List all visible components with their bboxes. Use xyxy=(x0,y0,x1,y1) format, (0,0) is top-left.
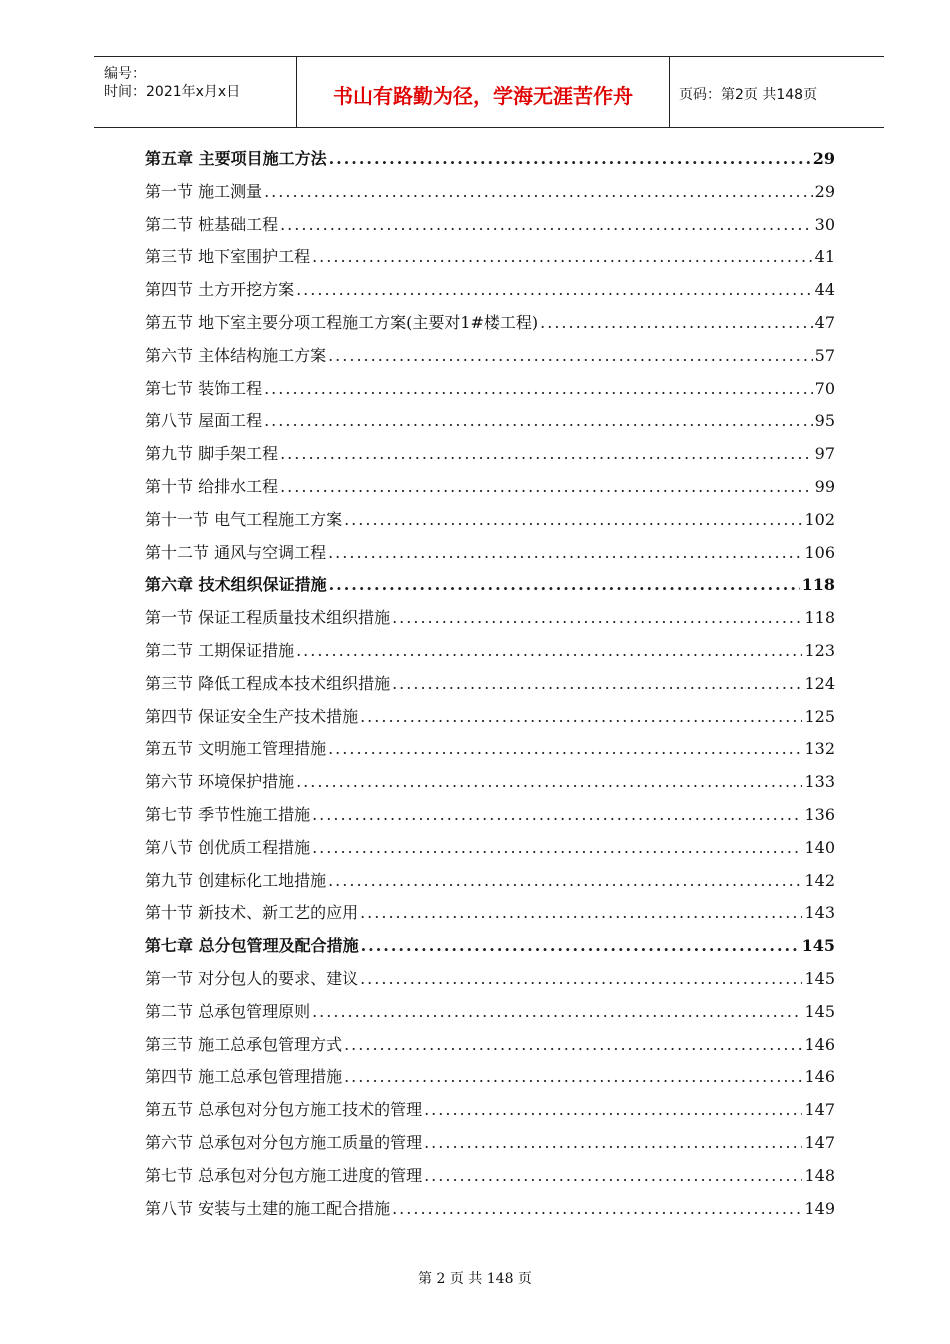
toc-page-number: 29 xyxy=(814,181,835,201)
toc-section-entry[interactable] xyxy=(145,963,835,996)
toc-leader-dots xyxy=(312,996,802,1029)
toc-page-number: 97 xyxy=(814,444,835,464)
toc-entry-title: 第一节 保证工程质量技术组织措施 xyxy=(145,608,391,628)
toc-section-entry[interactable] xyxy=(145,897,835,930)
toc-chapter-entry[interactable] xyxy=(145,569,835,602)
toc-section-entry[interactable] xyxy=(145,373,835,406)
toc-leader-dots xyxy=(328,340,813,373)
toc-section-entry[interactable] xyxy=(145,405,835,438)
toc-leader-dots xyxy=(296,766,802,799)
toc-leader-dots xyxy=(312,832,802,865)
toc-entry-title: 第六节 总承包对分包方施工质量的管理 xyxy=(145,1132,423,1152)
header-page-code: 页码：第2页 共148页 xyxy=(679,87,818,103)
toc-entry-title: 第十节 新技术、新工艺的应用 xyxy=(145,903,359,923)
toc-page-number: 99 xyxy=(814,476,835,496)
toc-leader-dots xyxy=(392,602,802,635)
toc-section-entry[interactable] xyxy=(145,1029,835,1062)
toc-page-number: 148 xyxy=(804,1165,835,1185)
toc-leader-dots xyxy=(392,668,802,701)
toc-entry-title: 第九节 创建标化工地措施 xyxy=(145,870,327,890)
page-footer: 第 2 页 共 148 页 xyxy=(418,1271,532,1287)
toc-entry-title: 第六节 环境保护措施 xyxy=(145,772,295,792)
toc-leader-dots xyxy=(328,865,802,898)
toc-section-entry[interactable] xyxy=(145,438,835,471)
toc-entry-title: 第五节 地下室主要分项工程施工方案(主要对1#楼工程) xyxy=(145,312,539,332)
toc-section-entry[interactable] xyxy=(145,340,835,373)
toc-entry-title: 第二节 总承包管理原则 xyxy=(145,1001,311,1021)
toc-entry-title: 第二节 工期保证措施 xyxy=(145,640,295,660)
toc-leader-dots xyxy=(424,1160,802,1193)
toc-section-entry[interactable] xyxy=(145,307,835,340)
toc-entry-title: 第一节 对分包人的要求、建议 xyxy=(145,968,359,988)
toc-entry-title: 第四节 保证安全生产技术措施 xyxy=(145,706,359,726)
toc-page-number: 140 xyxy=(804,837,835,857)
toc-leader-dots xyxy=(328,733,802,766)
toc-entry-title: 第一节 施工测量 xyxy=(145,181,263,201)
toc-entry-title: 第七章 总分包管理及配合措施 xyxy=(145,936,359,956)
toc-section-entry[interactable] xyxy=(145,241,835,274)
toc-chapter-entry[interactable] xyxy=(145,143,835,176)
toc-section-entry[interactable] xyxy=(145,209,835,242)
toc-page-number: 143 xyxy=(804,903,835,923)
toc-entry-title: 第十一节 电气工程施工方案 xyxy=(145,509,343,529)
toc-leader-dots xyxy=(361,930,800,963)
toc-section-entry[interactable] xyxy=(145,701,835,734)
toc-section-entry[interactable] xyxy=(145,733,835,766)
toc-leader-dots xyxy=(344,504,802,537)
toc-page-number: 47 xyxy=(814,312,835,332)
toc-page-number: 95 xyxy=(814,411,835,431)
toc-section-entry[interactable] xyxy=(145,274,835,307)
toc-section-entry[interactable] xyxy=(145,635,835,668)
toc-entry-title: 第六章 技术组织保证措施 xyxy=(145,575,327,595)
toc-section-entry[interactable] xyxy=(145,471,835,504)
toc-page-number: 142 xyxy=(804,870,835,890)
toc-section-entry[interactable] xyxy=(145,504,835,537)
toc-page-number: 146 xyxy=(804,1034,835,1054)
toc-entry-title: 第十二节 通风与空调工程 xyxy=(145,542,327,562)
toc-page-number: 70 xyxy=(814,378,835,398)
toc-leader-dots xyxy=(540,307,812,340)
toc-page-number: 118 xyxy=(801,575,835,595)
toc-leader-dots xyxy=(424,1094,802,1127)
toc-chapter-entry[interactable] xyxy=(145,930,835,963)
toc-leader-dots xyxy=(360,701,802,734)
toc-page-number: 145 xyxy=(801,936,835,956)
toc-leader-dots xyxy=(296,274,813,307)
toc-entry-title: 第八节 安装与土建的施工配合措施 xyxy=(145,1198,391,1218)
toc-section-entry[interactable] xyxy=(145,996,835,1029)
toc-entry-title: 第六节 主体结构施工方案 xyxy=(145,345,327,365)
toc-leader-dots xyxy=(312,799,802,832)
toc-page-number: 145 xyxy=(804,968,835,988)
toc-page-number: 102 xyxy=(804,509,835,529)
toc-page-number: 132 xyxy=(804,739,835,759)
toc-entry-title: 第四节 土方开挖方案 xyxy=(145,280,295,300)
toc-leader-dots xyxy=(344,1029,802,1062)
toc-page-number: 133 xyxy=(804,772,835,792)
toc-page-number: 136 xyxy=(804,804,835,824)
toc-page-number: 147 xyxy=(804,1100,835,1120)
document-time-label: 时间：2021年x月x日 xyxy=(104,84,241,100)
toc-section-entry[interactable] xyxy=(145,1193,835,1226)
toc-entry-title: 第五节 文明施工管理措施 xyxy=(145,739,327,759)
toc-entry-title: 第五节 总承包对分包方施工技术的管理 xyxy=(145,1100,423,1120)
toc-leader-dots xyxy=(424,1127,802,1160)
toc-leader-dots xyxy=(344,1061,802,1094)
toc-page-number: 146 xyxy=(804,1067,835,1087)
toc-leader-dots xyxy=(328,537,802,570)
toc-entry-title: 第七节 季节性施工措施 xyxy=(145,804,311,824)
toc-leader-dots xyxy=(264,373,813,406)
toc-section-entry[interactable] xyxy=(145,1127,835,1160)
toc-leader-dots xyxy=(360,897,802,930)
toc-entry-title: 第四节 施工总承包管理措施 xyxy=(145,1067,343,1087)
toc-entry-title: 第五章 主要项目施工方法 xyxy=(145,149,327,168)
toc-entry-title: 第八节 屋面工程 xyxy=(145,411,263,431)
toc-page-number: 44 xyxy=(814,280,835,300)
toc-entry-title: 第七节 装饰工程 xyxy=(145,378,263,398)
toc-page-number: 106 xyxy=(804,542,835,562)
toc-page-number: 149 xyxy=(804,1198,835,1218)
header-info-cell xyxy=(94,57,296,127)
header-page-cell xyxy=(669,57,884,127)
toc-entry-title: 第三节 降低工程成本技术组织措施 xyxy=(145,673,391,693)
document-number-label: 编号： xyxy=(104,66,146,82)
toc-entry-title: 第九节 脚手架工程 xyxy=(145,444,279,464)
toc-page-number: 123 xyxy=(804,640,835,660)
toc-page-number: 118 xyxy=(804,608,835,628)
toc-leader-dots xyxy=(280,209,813,242)
toc-entry-title: 第二节 桩基础工程 xyxy=(145,214,279,234)
toc-section-entry[interactable] xyxy=(145,766,835,799)
toc-page-number: 41 xyxy=(814,247,835,267)
toc-page-number: 145 xyxy=(804,1001,835,1021)
toc-page-number: 124 xyxy=(804,673,835,693)
toc-entry-title: 第三节 地下室围护工程 xyxy=(145,247,311,267)
toc-section-entry[interactable] xyxy=(145,602,835,635)
toc-entry-title: 第三节 施工总承包管理方式 xyxy=(145,1034,343,1054)
toc-leader-dots xyxy=(264,176,813,209)
toc-entry-title: 第十节 给排水工程 xyxy=(145,476,279,496)
toc-leader-dots xyxy=(312,241,813,274)
toc-leader-dots xyxy=(296,635,802,668)
toc-leader-dots xyxy=(392,1193,802,1226)
toc-section-entry[interactable] xyxy=(145,832,835,865)
toc-entry-title: 第七节 总承包对分包方施工进度的管理 xyxy=(145,1165,423,1185)
page-header xyxy=(94,56,884,128)
toc-page-number: 147 xyxy=(804,1132,835,1152)
toc-leader-dots xyxy=(329,143,811,176)
toc-section-entry[interactable] xyxy=(145,1094,835,1127)
toc-leader-dots xyxy=(280,438,813,471)
header-motto-cell xyxy=(296,57,670,127)
table-of-contents xyxy=(145,143,835,1225)
toc-section-entry[interactable] xyxy=(145,537,835,570)
header-motto: 书山有路勤为径，学海无涯苦作舟 xyxy=(333,84,633,108)
toc-leader-dots xyxy=(360,963,802,996)
toc-section-entry[interactable] xyxy=(145,176,835,209)
toc-leader-dots xyxy=(329,569,800,602)
toc-page-number: 125 xyxy=(804,706,835,726)
toc-leader-dots xyxy=(264,405,813,438)
toc-entry-title: 第八节 创优质工程措施 xyxy=(145,837,311,857)
toc-section-entry[interactable] xyxy=(145,668,835,701)
toc-page-number: 30 xyxy=(814,214,835,234)
toc-section-entry[interactable] xyxy=(145,799,835,832)
toc-section-entry[interactable] xyxy=(145,1160,835,1193)
toc-section-entry[interactable] xyxy=(145,865,835,898)
toc-page-number: 57 xyxy=(814,345,835,365)
toc-page-number: 29 xyxy=(812,149,835,168)
toc-leader-dots xyxy=(280,471,813,504)
toc-section-entry[interactable] xyxy=(145,1061,835,1094)
